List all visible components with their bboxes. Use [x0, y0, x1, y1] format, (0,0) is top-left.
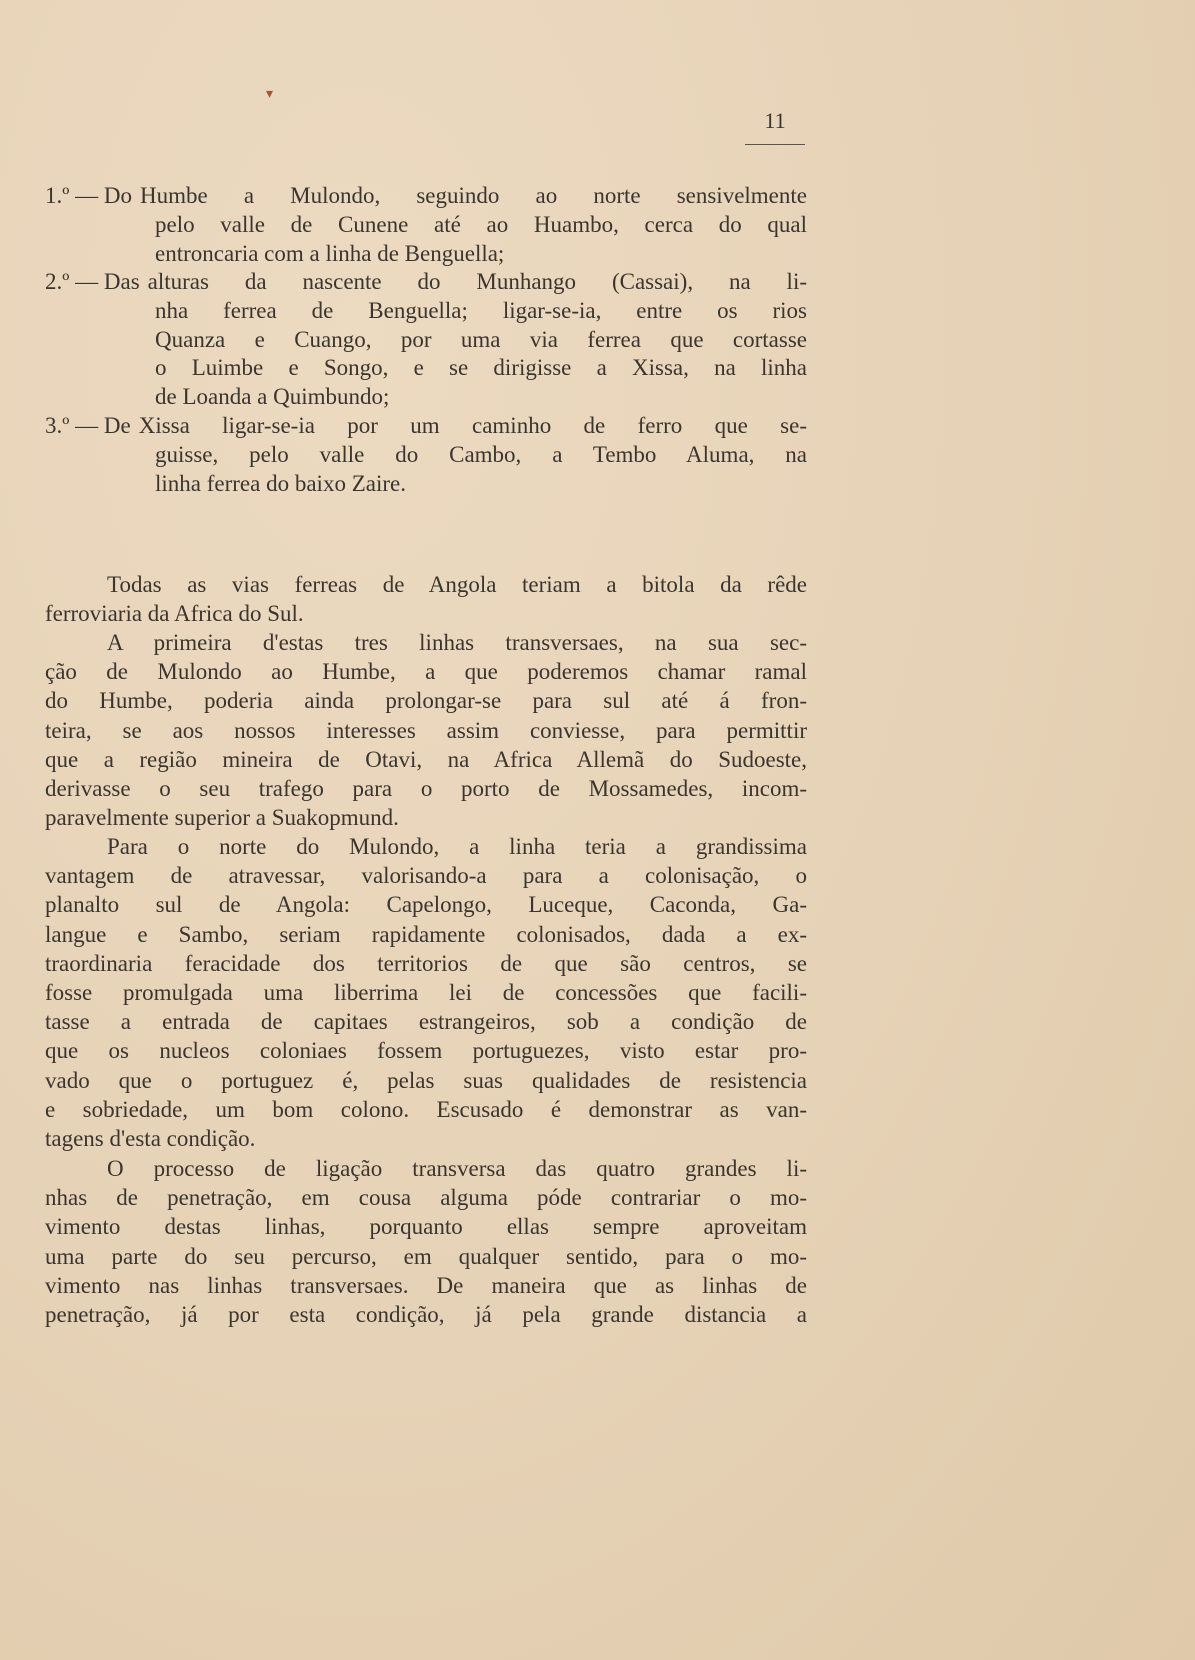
item-line: de Loanda a Quimbundo; [155, 384, 390, 410]
text-line: A primeira d'estas tres linhas transversaes, na sua sec- [107, 630, 807, 655]
text-line: tagens d'esta condição. [45, 1126, 256, 1152]
page-number: 11 [764, 108, 786, 133]
text-line: Todas as vias ferreas de Angola teriam a bitola da rêde [107, 572, 807, 597]
item-line: Xissa ligar-se-ia por um caminho de ferro que se- [138, 413, 807, 438]
item-line: o Luimbe e Songo, e se dirigisse a Xissa, na linha [155, 355, 807, 381]
item-line: linha ferrea do baixo Zaire. [155, 470, 406, 496]
text-line: tasse a entrada de capitaes estrangeiros, sob a condição de [45, 1009, 807, 1035]
item-label: 2.º — Das [45, 269, 140, 294]
text-line: uma parte do seu percurso, em qualquer sentido, para o mo- [45, 1243, 807, 1269]
text-line: fosse promulgada uma liberrima lei de concessões que facili- [45, 980, 807, 1006]
paragraph [45, 1154, 807, 1329]
item-line: alturas da nascente do Munhango (Cassai), na li- [147, 269, 807, 294]
text-line: vantagem de atravessar, valorisando-a para a colonisação, o [45, 863, 807, 889]
text-line: O processo de ligação transversa das quatro grandes li- [107, 1156, 807, 1181]
item-line: nha ferrea de Benguella; ligar-se-ia, entre os rios [155, 297, 807, 323]
item-line: Quanza e Cuango, por uma via ferrea que cortasse [155, 326, 807, 352]
list-item [45, 268, 807, 412]
text-line: vimento nas linhas transversaes. De maneira que as linhas de [45, 1272, 807, 1298]
item-line: Humbe a Mulondo, seguindo ao norte sensivelmente [140, 183, 807, 208]
text-line: vimento destas linhas, porquanto ellas sempre aproveitam [45, 1214, 807, 1240]
text-line: do Humbe, poderia ainda prolongar-se para sul até á fron- [45, 688, 807, 714]
text-line: derivasse o seu trafego para o porto de Mossamedes, incom- [45, 776, 807, 802]
text-line: Para o norte do Mulondo, a linha teria a grandissima [107, 834, 807, 859]
page-number-rule [745, 144, 805, 145]
text-line: que a região mineira de Otavi, na Africa Allemã do Sudoeste, [45, 746, 807, 772]
text-line: que os nucleos coloniaes fossem portuguezes, visto estar pro- [45, 1038, 807, 1064]
text-line: penetração, já por esta condição, já pela grande distancia a [45, 1302, 807, 1328]
text-line: paravelmente superior a Suakopmund. [45, 805, 399, 831]
item-line: entroncaria com a linha de Benguella; [155, 240, 505, 266]
item-label: 1.º — Do [45, 183, 132, 208]
text-line: traordinaria feracidade dos territorios de que são centros, se [45, 950, 807, 976]
item-line: pelo valle de Cunene até ao Huambo, cerca do qual [155, 211, 807, 237]
paragraph [45, 832, 807, 1153]
text-line: vado que o portuguez é, pelas suas qualidades de resistencia [45, 1067, 807, 1093]
text-line: e sobriedade, um bom colono. Escusado é demonstrar as van- [45, 1096, 807, 1122]
text-line: langue e Sambo, seriam rapidamente colonisados, dada a ex- [45, 921, 807, 947]
text-line: planalto sul de Angola: Capelongo, Luceque, Caconda, Ga- [45, 892, 807, 918]
list-item [45, 412, 807, 498]
text-line: ção de Mulondo ao Humbe, a que poderemos chamar ramal [45, 659, 807, 685]
ink-mark: ▾ [266, 87, 274, 102]
text-line: nhas de penetração, em cousa alguma póde contrariar o mo- [45, 1185, 807, 1211]
item-label: 3.º — De [45, 413, 131, 438]
list-item [45, 182, 807, 268]
text-line: ferroviaria da Africa do Sul. [45, 601, 304, 627]
paragraph [45, 628, 807, 832]
item-line: guisse, pelo valle do Cambo, a Tembo Aluma, na [155, 441, 807, 467]
paragraph [45, 570, 807, 628]
text-line: teira, se aos nossos interesses assim conviesse, para permittir [45, 717, 807, 743]
